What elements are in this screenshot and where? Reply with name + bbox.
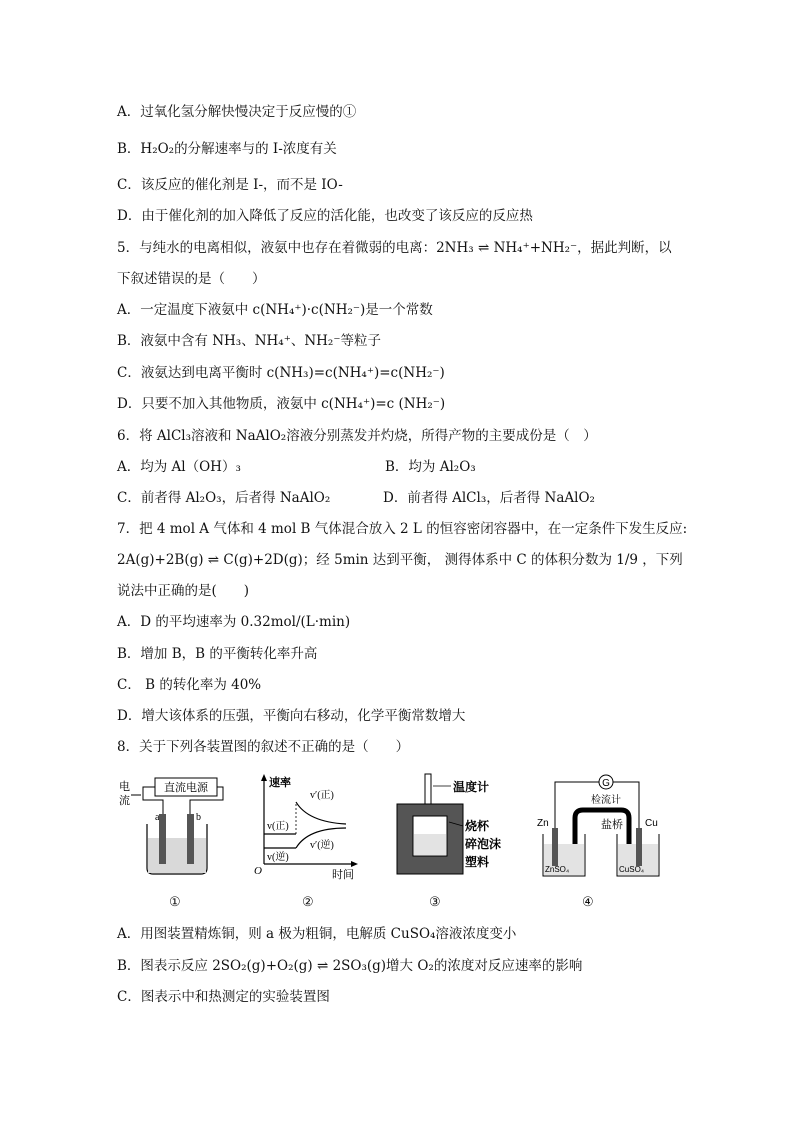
cu-electrode: [636, 828, 642, 866]
galvanometer-label: G: [602, 778, 610, 789]
cuso4-label: CuSO₄: [619, 865, 645, 874]
q7-stem-line2: 2A(g)+2B(g) ⇌ C(g)+2D(g)；经 5min 达到平衡， 测得体系中 C 的体积分数为 1/9 ，下列: [117, 552, 683, 568]
q6-option-b: B．均为 Al₂O₃: [385, 459, 476, 475]
figure-electrolysis-cell: [117, 772, 232, 882]
electrolyte: [148, 838, 206, 873]
q4-option-b: B．H₂O₂的分解速率与的 I-浓度有关: [117, 141, 337, 157]
zn-electrode: [552, 828, 558, 866]
q5-stem-line1: 5．与纯水的电离相似，液氨中也存在着微弱的电离：2NH₃ ⇌ NH₄⁺+NH₂⁻，据此判断，以: [117, 240, 672, 256]
current-label-bottom: 流: [119, 795, 130, 807]
current-label-top: 电: [119, 781, 130, 793]
figure-label-1: ①: [169, 895, 181, 910]
q6-option-a: A．均为 Al（OH）₃: [117, 459, 241, 475]
figure-label-4: ④: [582, 895, 594, 910]
figure-label-2: ②: [302, 895, 314, 910]
figure-label-3: ③: [429, 895, 441, 910]
y-axis-arrow: [261, 774, 267, 781]
q5-option-a: A．一定温度下液氨中 c(NH₄⁺)·c(NH₂⁻)是一个常数: [117, 302, 433, 318]
q8-option-a: A．用图装置精炼铜，则 a 极为粗铜，电解质 CuSO₄溶液浓度变小: [117, 926, 517, 942]
electrode-a-label: a: [155, 812, 160, 823]
q7-option-c: C． B 的转化率为 40%: [117, 677, 262, 693]
v-prime-forward-curve: [296, 802, 346, 824]
electrode-a: [159, 814, 166, 864]
q7-option-d: D．增大该体系的压强，平衡向右移动，化学平衡常数增大: [117, 708, 466, 724]
origin-label: O: [254, 865, 262, 877]
q7-option-a: A．D 的平均速率为 0.32mol/(L·min): [117, 614, 351, 630]
q6-stem: 6．将 AlCl₃溶液和 NaAlO₂溶液分别蒸发并灼烧，所得产物的主要成份是（ ）: [117, 428, 597, 444]
q5-option-d: D．只要不加入其他物质，液氨中 c(NH₄⁺)=c (NH₂⁻): [117, 396, 446, 412]
x-axis-label: 时间: [332, 869, 354, 881]
x-axis-arrow: [351, 861, 358, 867]
q6-option-d: D．前者得 AlCl₃，后者得 NaAlO₂: [383, 490, 595, 506]
electrode-b-label: b: [196, 812, 201, 823]
cu-label: Cu: [645, 818, 658, 829]
q8-option-c: C．图表示中和热测定的实验装置图: [117, 989, 330, 1005]
salt-bridge-label: 盐桥: [601, 819, 623, 831]
q5-stem-line2: 下叙述错误的是（ ）: [117, 271, 266, 287]
power-supply-label: 直流电源: [164, 782, 208, 794]
q7-stem-line1: 7．把 4 mol A 气体和 4 mol B 气体混合放入 2 L 的恒容密闭容器中，在一定条件下发生反应:: [117, 521, 688, 537]
figure-galvanic-cell: [533, 772, 668, 882]
figure-rate-time-graph: [250, 772, 365, 882]
electrode-b: [187, 814, 194, 864]
q5-option-c: C．液氨达到电离平衡时 c(NH₃)=c(NH₄⁺)=c(NH₂⁻): [117, 365, 445, 381]
plastic-label: 塑料: [465, 855, 490, 869]
foam-label: 碎泡沫: [465, 837, 502, 851]
q8-option-b: B．图表示反应 2SO₂(g)+O₂(g) ⇌ 2SO₃(g)增大 O₂的浓度对反应速率的影响: [117, 958, 583, 974]
zn-label: Zn: [537, 818, 549, 829]
y-axis-label: 速率: [269, 777, 291, 789]
q7-stem-line3: 说法中正确的是( ): [117, 583, 250, 599]
meter-label: 检流计: [591, 795, 621, 806]
figure-calorimeter: [383, 772, 508, 882]
v-reverse-label: v(逆): [267, 852, 289, 863]
q6-option-c: C．前者得 Al₂O₃，后者得 NaAlO₂: [117, 490, 331, 506]
q4-option-d: D．由于催化剂的加入降低了反应的活化能，也改变了该反应的反应热: [117, 208, 533, 224]
q4-option-a: A．过氧化氢分解快慢决定于反应慢的①: [117, 104, 357, 120]
beaker-label: 烧杯: [465, 819, 490, 833]
q5-option-b: B．液氨中含有 NH₃、NH₄⁺、NH₂⁻等粒子: [117, 333, 381, 349]
q8-stem: 8．关于下列各装置图的叙述不正确的是（ ）: [117, 739, 410, 755]
znso4-label: ZnSO₄: [545, 865, 570, 874]
thermometer-label: 温度计: [453, 780, 490, 794]
v-prime-forward-label: v′(正): [310, 790, 334, 801]
v-prime-reverse-label: v′(逆): [310, 840, 334, 851]
v-forward-label: v(正): [267, 821, 289, 832]
q4-option-c: C．该反应的催化剂是 I-，而不是 IO-: [117, 177, 343, 193]
q7-option-b: B．增加 B，B 的平衡转化率升高: [117, 646, 318, 662]
solution: [414, 834, 446, 855]
